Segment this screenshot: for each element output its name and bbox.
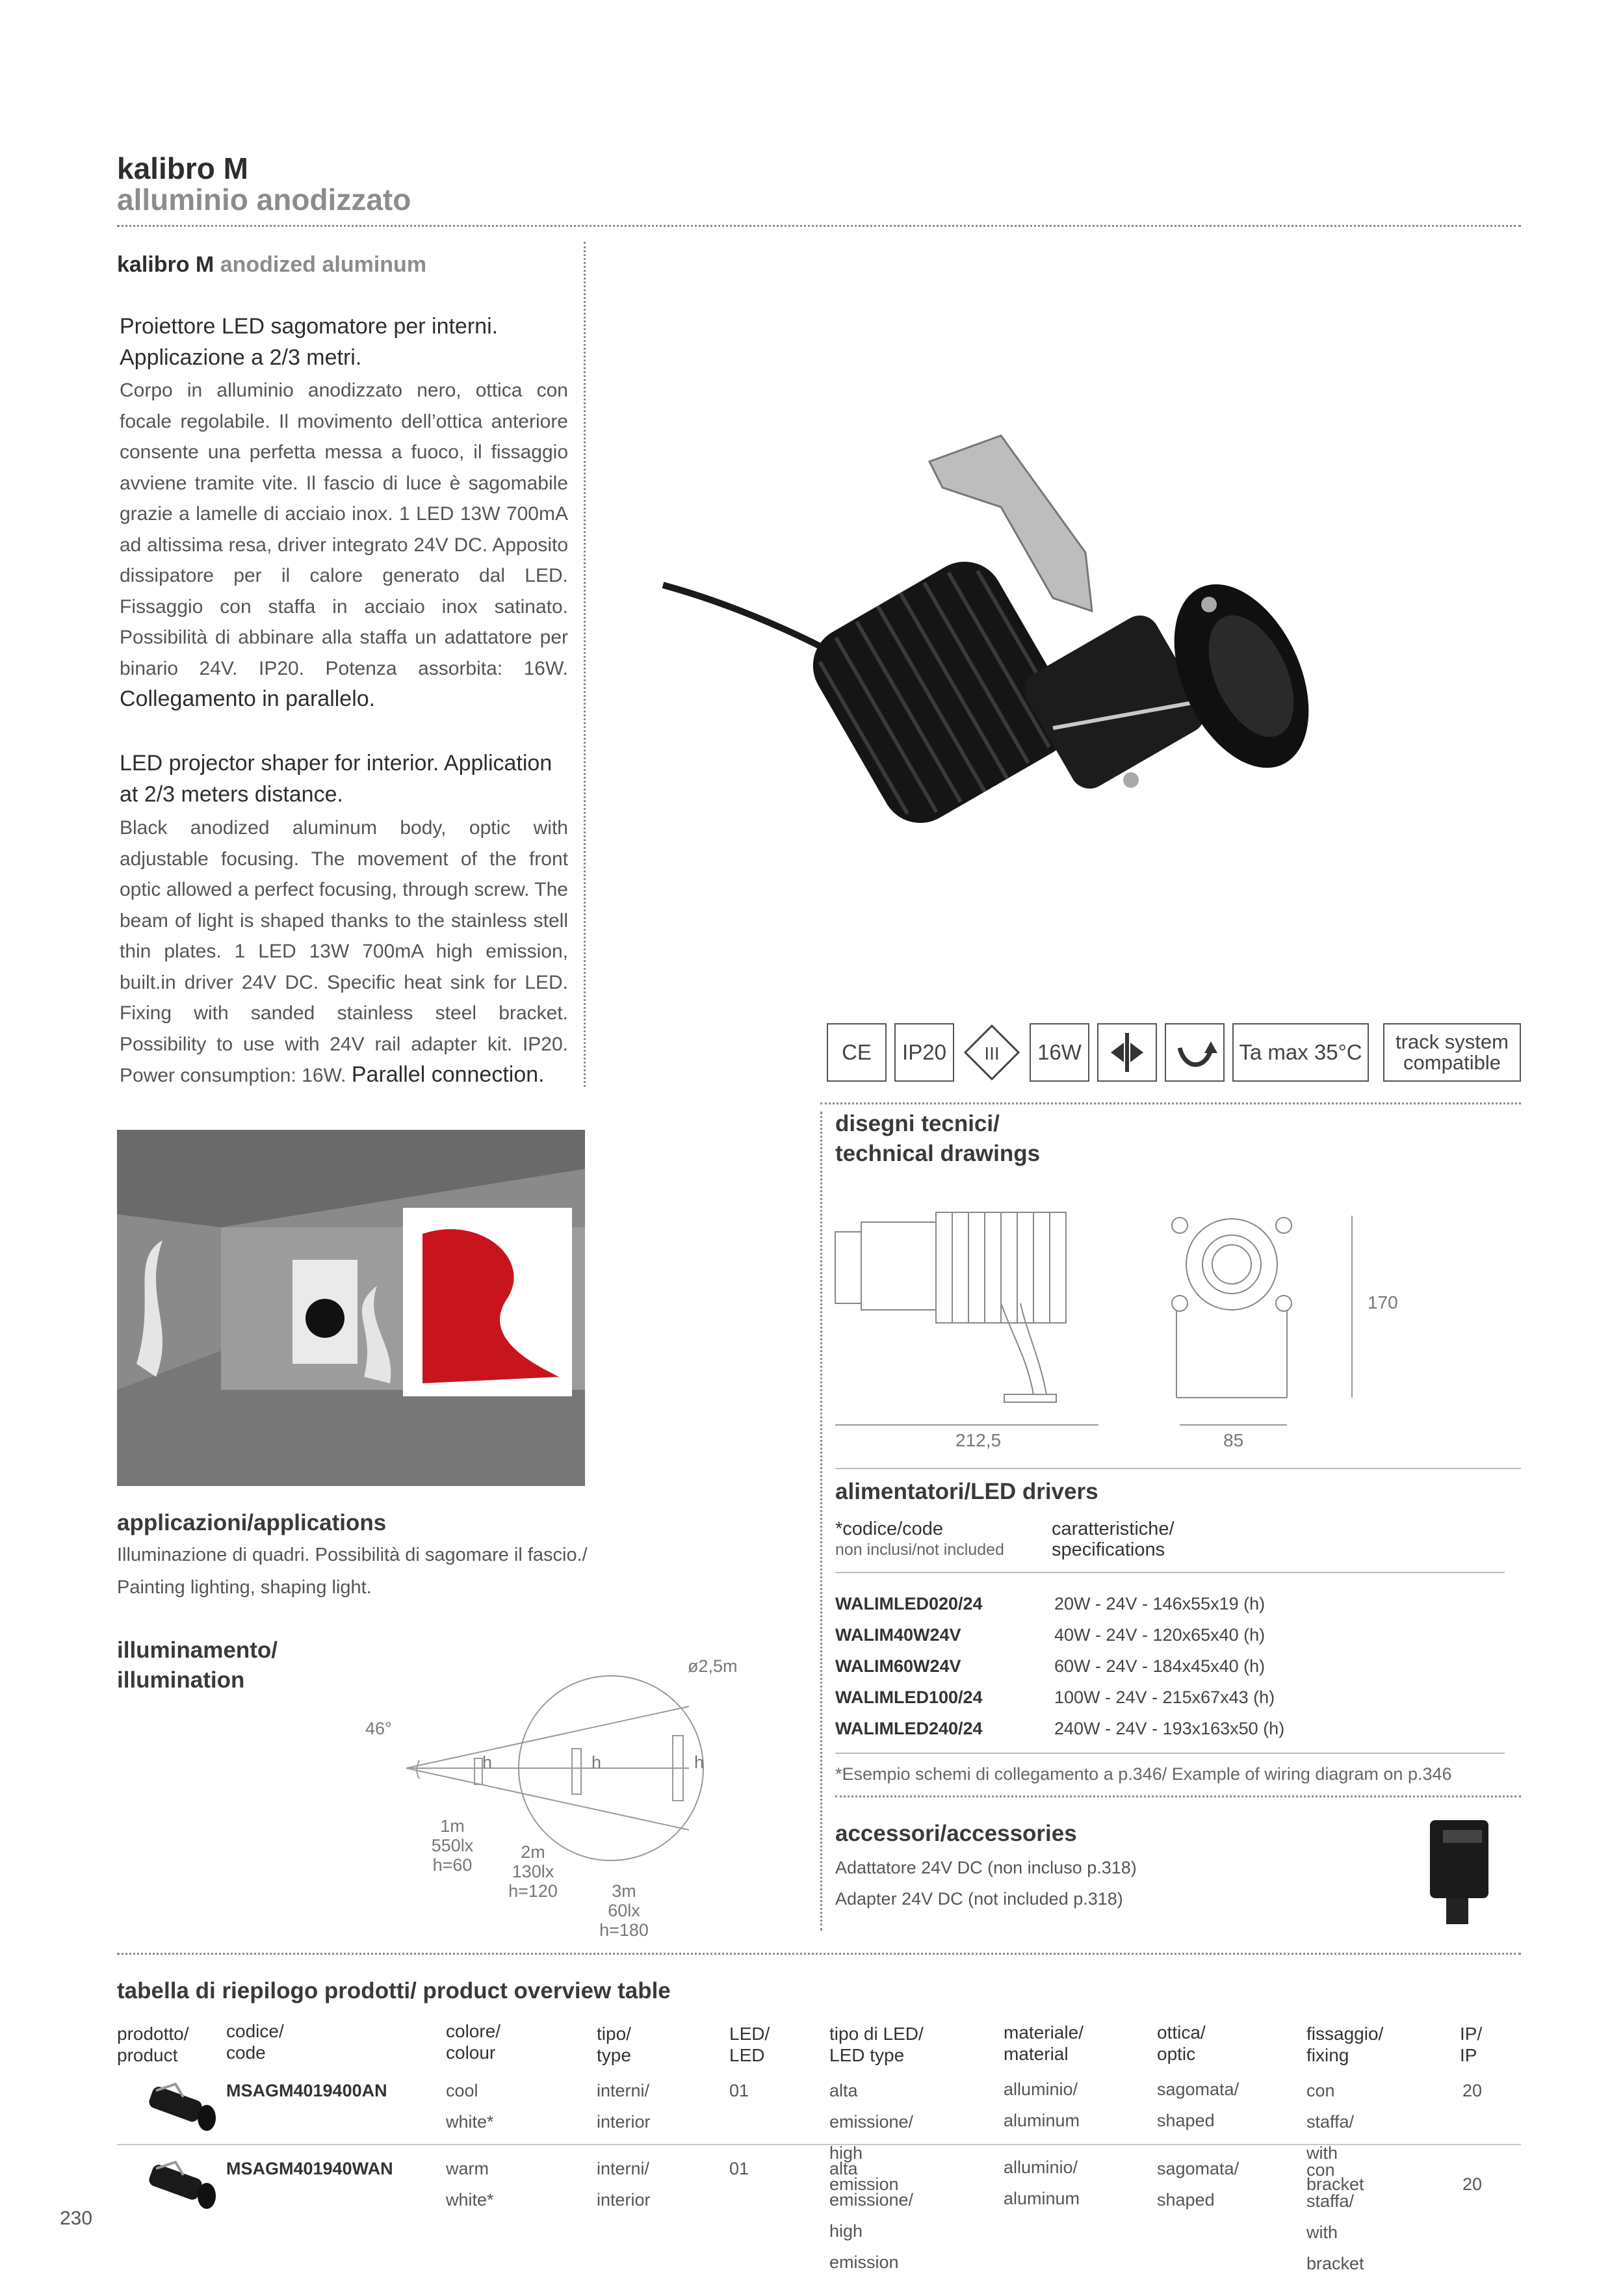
col-header-material: materiale/ material	[1004, 2022, 1084, 2064]
product-optic: sagomata/ shaped	[1157, 2159, 1240, 2210]
adapter-photo	[1417, 1814, 1508, 1931]
ambient-temp-badge: Ta max 35°C	[1232, 1023, 1369, 1082]
accessories-title: accessori/accessories	[835, 1821, 1077, 1846]
description-it-lead: Proiettore LED sagomatore per interni. Applicazione a 2/3 metri.	[120, 314, 499, 370]
driver-code: WALIM60W24V	[835, 1656, 961, 1676]
h-label: h	[591, 1753, 602, 1772]
illumination-2m: 2m 130lx h=120	[508, 1842, 558, 1901]
col-header-led-type: tipo di LED/ LED type	[829, 2024, 924, 2065]
drivers-title: alimentatori/LED drivers	[835, 1479, 1098, 1504]
product-code: MSAGM401940WAN	[226, 2159, 393, 2178]
product-code: MSAGM4019400AN	[226, 2081, 387, 2100]
product-led-type: alta emissione/ high emission	[829, 2081, 914, 2194]
overview-divider	[117, 1953, 1521, 1955]
product-fixing: con staffa/ with bracket	[1306, 2160, 1364, 2273]
badges-divider	[820, 1102, 1521, 1104]
rotate-icon	[1172, 1030, 1217, 1075]
col-header-product: prodotto/ product	[117, 2024, 189, 2065]
right-column-divider	[820, 1112, 822, 1931]
product-ip: 20	[1462, 2081, 1483, 2100]
driver-spec: 20W - 24V - 146x55x19 (h)	[1054, 1594, 1266, 1613]
page-number: 230	[60, 2208, 93, 2229]
drivers-bottom-rule	[835, 1753, 1505, 1754]
illumination-diagram	[364, 1638, 741, 1872]
adjust-arrows-icon	[1104, 1030, 1150, 1075]
product-material: alluminio/ aluminum	[1004, 2158, 1080, 2208]
product-led-type: alta emissione/ high emission	[829, 2159, 914, 2272]
dimension-height: 170	[1368, 1292, 1398, 1312]
driver-code: WALIMLED020/24	[835, 1594, 983, 1613]
screw	[1123, 772, 1139, 788]
drivers-col-code: *codice/code	[835, 1519, 944, 1539]
drivers-top-rule	[835, 1468, 1521, 1469]
ce-mark-badge: CE	[827, 1023, 887, 1082]
h-label: h	[482, 1753, 493, 1772]
application-photo	[117, 1130, 585, 1486]
product-fixing: con staffa/ with bracket	[1306, 2081, 1364, 2194]
applications-title: applicazioni/applications	[117, 1510, 387, 1535]
power-badge: 16W	[1030, 1023, 1089, 1082]
drivers-col-spec-sub: specifications	[1052, 1539, 1165, 1560]
driver-spec: 40W - 24V - 120x65x40 (h)	[1054, 1625, 1266, 1645]
target-1m	[474, 1758, 482, 1784]
accessories-divider	[835, 1795, 1521, 1797]
page-title: kalibro M	[117, 151, 248, 185]
dimension-width: 85	[1223, 1430, 1244, 1450]
product-led: 01	[729, 2081, 749, 2100]
technical-drawings-title: disegni tecnici/ technical drawings	[835, 1111, 1041, 1166]
product-thumbnail	[130, 2157, 221, 2209]
product-ip: 20	[1462, 2174, 1483, 2194]
product-subheading: kalibro M anodized aluminum	[117, 252, 427, 277]
driver-spec: 240W - 24V - 193x163x50 (h)	[1054, 1719, 1285, 1738]
driver-spec: 100W - 24V - 215x67x43 (h)	[1054, 1688, 1275, 1707]
col-header-fixing: fissaggio/ fixing	[1306, 2024, 1384, 2065]
driver-code: WALIMLED240/24	[835, 1719, 983, 1738]
product-type: interni/ interior	[597, 2159, 651, 2210]
driver-code: WALIMLED100/24	[835, 1688, 983, 1707]
technical-drawing	[832, 1170, 1404, 1437]
adjustable-badge	[1097, 1023, 1157, 1082]
col-header-code: codice/ code	[226, 2021, 284, 2063]
product-photo	[637, 390, 1508, 884]
ip-rating-badge: IP20	[894, 1023, 954, 1082]
col-header-optic: ottica/ optic	[1157, 2022, 1206, 2064]
table-row-divider	[117, 2144, 1521, 2145]
product-material: alluminio/ aluminum	[1004, 2080, 1080, 2130]
overview-title: tabella di riepilogo prodotti/ product overview table	[117, 1978, 671, 2003]
drivers-col-spec: caratteristiche/	[1052, 1519, 1175, 1539]
column-divider	[584, 242, 586, 1087]
header-divider	[117, 225, 1521, 227]
product-optic: sagomata/ shaped	[1157, 2080, 1240, 2130]
illumination-title: illuminamento/ illumination	[117, 1637, 278, 1693]
product-type: interni/ interior	[597, 2081, 651, 2132]
product-thumbnail	[130, 2079, 221, 2131]
description-en-lead: LED projector shaper for interior. Application at 2/3 meters distance.	[120, 751, 552, 807]
beam-angle: 46°	[365, 1719, 392, 1738]
description-it-body: Corpo in alluminio anodizzato nero, ottica con focale regolabile. Il movimento dell’ottica anteriore consente una perfetta messa a fuoco, il fissaggio avviene tramite vite. Il fascio di luce è sagomabile grazie a lamelle di acciaio inox. 1 LED 13W 700mA ad altissima resa, driver integrato 24V DC. Apposito dissipatore per il calore generato dal LED. Fissaggio con staffa in acciaio inox satinato. Possibilità di abbinare alla staffa un adattatore per binario 24V. IP20. Potenza assorbita: 16W. Collegamento in parallelo.	[120, 380, 568, 711]
product-colour: cool white*	[446, 2081, 494, 2132]
applications-line2: Painting lighting, shaping light.	[117, 1577, 372, 1598]
front-view-drawing	[1172, 1218, 1292, 1398]
drivers-note: *Esempio schemi di collegamento a p.346/ Example of wiring diagram on p.346	[835, 1764, 1452, 1784]
accessories-line-en: Adapter 24V DC (not included p.318)	[835, 1889, 1123, 1909]
class-iii-icon	[963, 1023, 1021, 1082]
col-header-type: tipo/ type	[597, 2024, 631, 2065]
track-compatible-badge: track system compatible	[1383, 1023, 1521, 1082]
accessories-line-it: Adattatore 24V DC (non incluso p.318)	[835, 1858, 1137, 1877]
product-led: 01	[729, 2159, 749, 2178]
screw	[1201, 597, 1217, 612]
driver-code: WALIM40W24V	[835, 1625, 961, 1645]
col-header-colour: colore/ colour	[446, 2021, 501, 2063]
drivers-col-code-note: non inclusi/not included	[835, 1541, 1004, 1559]
col-header-ip: IP/ IP	[1460, 2024, 1483, 2065]
illumination-3m: 3m 60lx h=180	[599, 1881, 649, 1940]
side-view-drawing	[835, 1212, 1066, 1402]
dimension-length: 212,5	[955, 1430, 1002, 1450]
product-colour: warm white*	[446, 2159, 494, 2210]
col-header-led: LED/ LED	[729, 2024, 770, 2065]
applications-line1: Illuminazione di quadri. Possibilità di sagomare il fascio./	[117, 1545, 588, 1565]
class-iii-badge	[962, 1023, 1022, 1082]
driver-spec: 60W - 24V - 184x45x40 (h)	[1054, 1656, 1266, 1676]
svg-text:III: III	[984, 1043, 1000, 1063]
page-subtitle: alluminio anodizzato	[117, 183, 411, 216]
description-en-body: Black anodized aluminum body, optic with adjustable focusing. The movement of the front optic allowed a perfect focusing, through screw. The beam of light is shaped thanks to the stainless stell thin plates. 1 LED 13W 700mA high emission, built.in driver 24V DC. Specific heat sink for LED. Fixing with sanded stainless steel bracket. Possibility to use with 24V rail adapter kit. IP20. Power consumption: 16W. Parallel connection.	[120, 817, 568, 1087]
beam-diameter: ø2,5m	[688, 1656, 738, 1676]
rotation-badge	[1165, 1023, 1225, 1082]
h-label: h	[694, 1753, 705, 1772]
illumination-1m: 1m 550lx h=60	[431, 1816, 474, 1875]
target-2m	[572, 1749, 581, 1794]
drivers-header-rule	[835, 1572, 1505, 1573]
